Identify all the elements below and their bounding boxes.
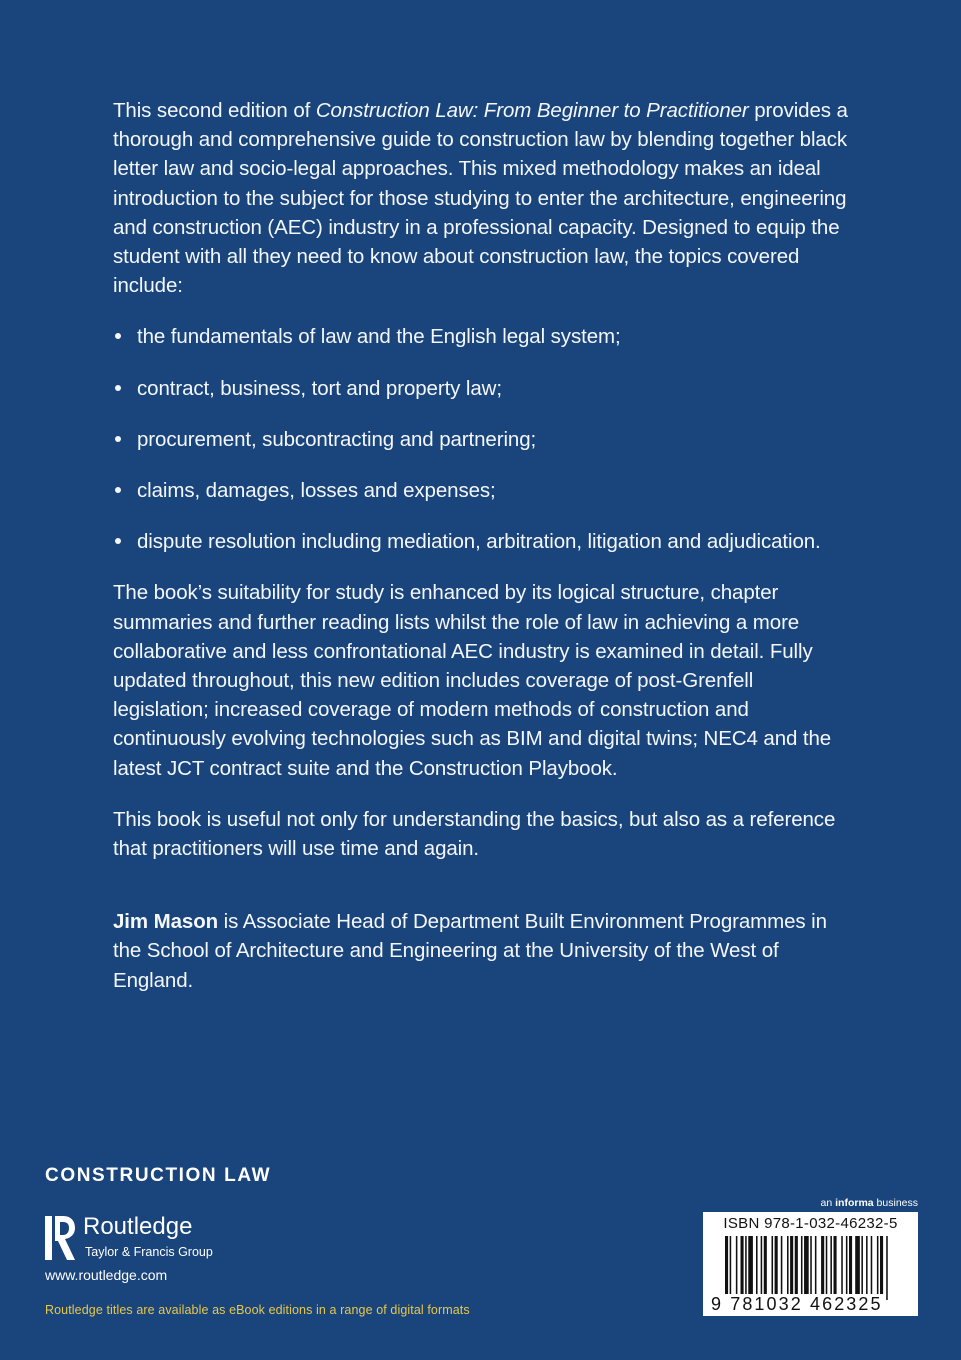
barcode-bar	[846, 1236, 848, 1300]
barcode-bar	[830, 1236, 832, 1300]
barcode-bar	[795, 1236, 798, 1300]
barcode-bar	[748, 1236, 753, 1300]
informa-suffix: business	[873, 1197, 918, 1209]
intro-text: provides a thorough and comprehensive guide to construction law by blending together black letter law and socio-legal approaches. This mixed methodology makes an ideal introduction to the subject for those studying to enter the architecture, engineering and construction (AEC) industry in a professional capacity. Designed to equip the student with all they need to know about construction law, the topics covered include:	[113, 99, 848, 298]
author-bio-text: is Associate Head of Department Built Environment Programmes in the School of Architecture and Engineering at the University of the West of England.	[113, 910, 827, 992]
barcode-bar	[772, 1236, 774, 1300]
author-bio	[113, 907, 853, 995]
barcode-bar	[787, 1236, 789, 1300]
barcode-bar	[725, 1236, 728, 1300]
barcode-bar	[810, 1236, 812, 1300]
barcode-bar	[855, 1236, 860, 1300]
barcode-bar	[871, 1236, 873, 1300]
barcode-bar	[861, 1236, 863, 1300]
barcode-bar	[781, 1236, 783, 1300]
informa-prefix: an	[820, 1197, 836, 1209]
publisher-name: Routledge	[83, 1213, 193, 1240]
ebook-note: Routledge titles are available as eBook editions in a range of digital formats	[45, 1303, 470, 1317]
barcode-bar	[741, 1236, 744, 1300]
intro-prefix: This second edition of	[113, 99, 316, 122]
topic-list	[113, 322, 853, 556]
blurb	[113, 96, 853, 995]
author-name: Jim Mason	[113, 910, 219, 934]
barcode-bar	[730, 1236, 732, 1300]
ean-digits: 9 781032 462325	[711, 1294, 883, 1314]
barcode-bar	[761, 1236, 763, 1300]
publisher-url: www.routledge.com	[45, 1267, 168, 1283]
barcode-bar	[745, 1236, 747, 1300]
book-title: Construction Law: From Beginner to Practitioner	[315, 99, 749, 122]
barcode-bar	[880, 1236, 883, 1300]
barcode-bar	[821, 1236, 824, 1300]
series-title: CONSTRUCTION LAW	[45, 1165, 272, 1186]
publisher-group: Taylor & Francis Group	[85, 1245, 213, 1259]
intro-paragraph	[113, 96, 853, 300]
informa-brand: informa	[835, 1197, 874, 1209]
barcode-bar	[790, 1236, 793, 1300]
barcode-bar	[877, 1236, 879, 1300]
barcode-bar	[764, 1236, 767, 1300]
barcode-bar	[866, 1236, 868, 1300]
informa-tagline	[821, 1197, 918, 1209]
isbn-label: ISBN 978-1-032-46232-5	[723, 1215, 898, 1232]
topic-item: contract, business, tort and property law;	[113, 374, 853, 403]
barcode-bar	[775, 1236, 778, 1300]
barcode-bar	[736, 1236, 738, 1300]
barcode-bar	[841, 1236, 843, 1300]
barcode-bars-icon	[703, 1236, 918, 1300]
topic-item: claims, damages, losses and expenses;	[113, 476, 853, 505]
topic-item: the fundamentals of law and the English legal system;	[113, 322, 853, 351]
barcode-bar	[834, 1236, 837, 1300]
routledge-logo-icon	[45, 1214, 77, 1262]
barcode-bar	[826, 1236, 828, 1300]
topic-item: procurement, subcontracting and partnering;	[113, 425, 853, 454]
suitability-paragraph: The book’s suitability for study is enhanced by its logical structure, chapter summaries and further reading lists whilst the role of law in achieving a more collaborative and less confrontational AEC industry is examined in detail. Fully updated throughout, this new edition includes coverage of post-Grenfell legislation; increased coverage of modern methods of construction and continuously evolving technologies such as BIM and digital twins; NEC4 and the latest JCT contract suite and the Construction Playbook.	[113, 581, 832, 780]
barcode-bar	[849, 1236, 852, 1300]
barcode	[703, 1212, 918, 1316]
barcode-bar	[801, 1236, 803, 1300]
usefulness-paragraph: This book is useful not only for understanding the basics, but also as a reference that practitioners will use time and again.	[113, 807, 836, 861]
barcode-bar	[756, 1236, 758, 1300]
barcode-bar	[886, 1236, 888, 1300]
barcode-bar	[815, 1236, 817, 1300]
topic-item: dispute resolution including mediation, arbitration, litigation and adjudication.	[113, 527, 853, 556]
barcode-bar	[804, 1236, 809, 1300]
